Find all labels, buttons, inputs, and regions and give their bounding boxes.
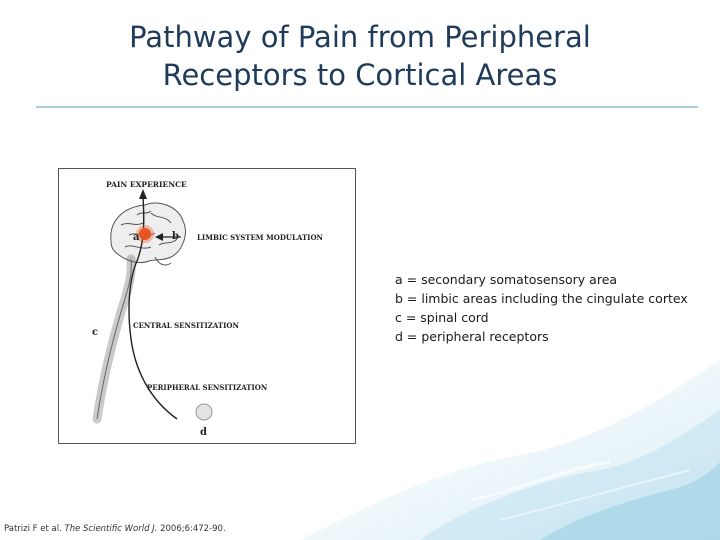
spinal-cord	[97, 259, 131, 419]
pain-pathway-diagram	[58, 168, 356, 444]
slide-title-line-1: Pathway of Pain from Peripheral	[129, 20, 591, 54]
peripheral-receptor-d	[196, 404, 212, 420]
marker-d: d	[200, 427, 207, 438]
citation-journal: The Scientific World J.	[64, 524, 158, 534]
marker-a: a	[133, 232, 140, 243]
label-pain-experience: PAIN EXPERIENCE	[106, 180, 187, 189]
label-limbic-modulation: LIMBIC SYSTEM MODULATION	[197, 233, 323, 242]
citation-authors: Patrizi F et al.	[4, 524, 62, 534]
legend-item-b: b = limbic areas including the cingulate cortex	[395, 291, 688, 306]
citation	[4, 524, 226, 534]
slide-title	[60, 18, 660, 94]
legend-item-d: d = peripheral receptors	[395, 329, 549, 344]
diagram-legend	[395, 270, 688, 346]
marker-c: c	[92, 327, 99, 338]
legend-item-c: c = spinal cord	[395, 310, 489, 325]
marker-b: b	[172, 231, 179, 242]
title-divider	[36, 106, 698, 108]
label-central-sensitization: CENTRAL SENSITIZATION	[133, 321, 239, 330]
pain-pathway-drawing	[59, 169, 357, 445]
pain-experience-arrowhead	[139, 189, 147, 199]
citation-details: 2006;6:472-90.	[160, 524, 226, 534]
label-peripheral-sensitization: PERIPHERAL SENSITIZATION	[147, 383, 268, 392]
legend-item-a: a = secondary somatosensory area	[395, 272, 618, 287]
slide-title-line-2: Receptors to Cortical Areas	[162, 58, 558, 92]
